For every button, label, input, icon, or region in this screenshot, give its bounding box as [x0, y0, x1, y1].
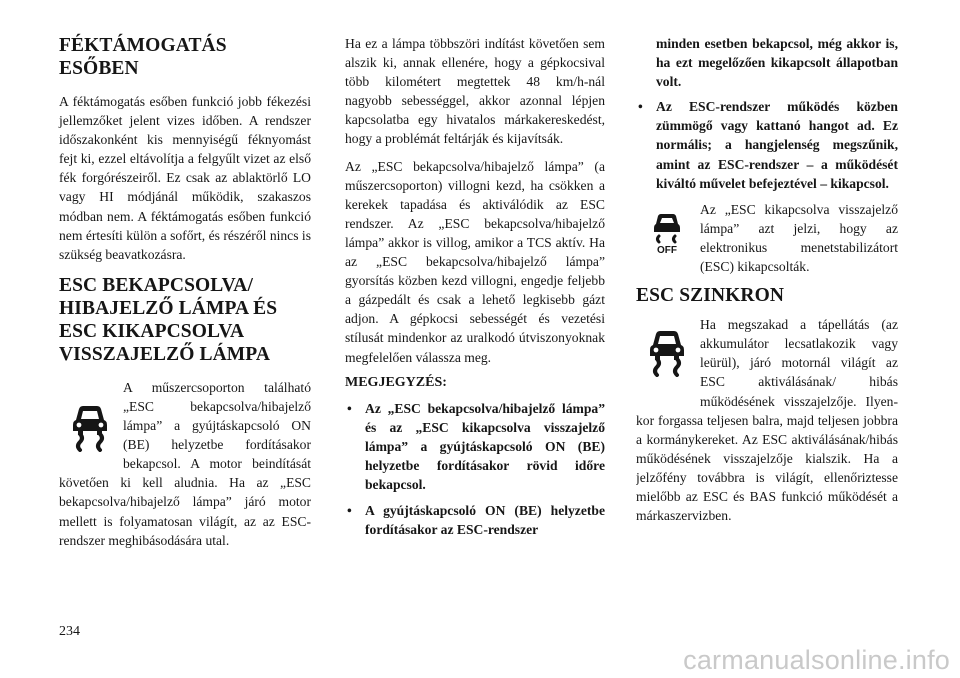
heading-brake-assist-rain: FÉKTÁMOGATÁS ESŐBEN [59, 35, 227, 79]
esc-on-lamp-block [59, 378, 311, 550]
note-list-continued [636, 97, 898, 192]
paragraph-brake-assist-rain: A féktámogatás esőben funkció jobb fékezési jellemzőket jelent vizes időben. A rendszer időszakonként kis mennyiségű féknyomást fejt ki, ezzel eltávolítja a felgyűlt vizet az első fék forgórészeiről. Ez csak az ablaktörlő LO vagy HI módjánál működik, szakaszos módban nem. A féktámogatás esőben funkció nem értesíti külön a sofőrt, és részéről nincs is szükség beavatkozásra. [59, 94, 311, 262]
heading-esc-sync: ESC SZINKRON [636, 285, 785, 307]
note-list [345, 399, 605, 540]
paragraph-esc-sync: Ha megszakad a tápellátás (az akkumulátor lecsatlakozik vagy leürül), járó motornál világít az ESC aktiválásának/ hibás működésének visszajelzője. Ilyenkor forgassa teljesen balra, majd teljesen jobbra a kormánykereket. Az ESC aktiválásának/hibás működésének visszajelzője kialszik. Ha a jelzőfény továbbra is világít, ellenőriztesse mielőbb az ESC és BAS funkció működését a márkaszervizben. [636, 317, 898, 524]
page-number: 234 [59, 624, 80, 639]
note-title: MEGJEGYZÉS: [345, 374, 447, 390]
watermark: carmanualsonline.info [683, 645, 950, 675]
note-bullet-3: • Az ESC-rendszer működés közben zümmögő vagy kattanó hangot ad. Ez normális; a hangjelenség megszűnik, amint az ESC-rendszer – a működését kiváltó művelet befejeztével – kikapcsol. [636, 97, 898, 192]
note-bullet-1: • Az „ESC bekapcsolva/hibajelző lámpa” és az „ESC kikapcsolva visszajelző lámpa” a gyújtáskapcsoló ON (BE) helyzetbe fordításakor rövid időre bekapcsol. [345, 399, 605, 494]
heading-esc-lamps: ESC BEKAPCSOLVA/ HIBAJELZŐ LÁMPA ÉS ESC KIKAPCSOLVA VISSZAJELZŐ LÁMPA [59, 274, 278, 365]
esc-skid-car-icon [59, 378, 121, 464]
column-left [59, 34, 311, 558]
note-bullet-2-continued: minden esetben bekapcsol, még akkor is, ha ezt megelőzően kikapcsolt állapotban volt. [656, 36, 898, 90]
off-label: OFF [657, 244, 677, 254]
esc-sync-block [636, 315, 898, 525]
column-middle [345, 34, 605, 546]
column-right [636, 34, 898, 533]
paragraph-lamp-flashing: Az „ESC bekapcsolva/hibajelző lámpa” (a műszercsoporton) villogni kezd, ha csökken a kerekek tapadása és aktiválódik az ESC rendszer. Az „ESC bekapcsolva/hibajelző lámpa” akkor is villog, amikor a TCS aktív. Ha az „ESC bekapcsolva/hibajelző lámpa” gyorsítás közben kezd villogni, engedje feljebb a gázpedált és csak a lehető legkisebb gázt adjon. A gépkocsi sebességét és vezetési stílusát mindenkor az uralkodó útviszonyoknak megfelelően válassza meg. [345, 158, 605, 365]
note-bullet-2: • A gyújtáskapcsoló ON (BE) helyzetbe fordításakor az ESC-rendszer [345, 501, 605, 539]
esc-off-lamp-block [636, 200, 898, 276]
paragraph-esc-off-lamp: Az „ESC kikapcsolva visszajelző lámpa” azt jelzi, hogy az elektronikus menetstabilizátort (ESC) kikapcsolták. [700, 201, 898, 275]
esc-skid-car-icon-sync [636, 315, 698, 399]
paragraph-esc-on-lamp: A műszercsoporton található „ESC bekapcsolva/hibajelző lámpa” a gyújtáskapcsoló ON (BE) helyzetbe fordításakor bekapcsol. A motor beindítását követően ki kell aludnia. Ha az „ESC bekapcsolva/hibajelző lámpa” járó motor mellett is folyamatosan világít, az az ESC-rendszer meghibásodására utal. [59, 379, 311, 548]
paragraph-lamp-stays-on: Ha ez a lámpa többszöri indítást követően sem alszik ki, annak ellenére, hogy a gépkocsival több kilométert megtettek 48 km/h-nál nagyobb sebességgel, akkor azonnal lépjen kapcsolatba egy hivatalos márkakereskedést, hogy a problémát feltárják és kijavítsák. [345, 36, 605, 147]
esc-off-icon [636, 200, 698, 260]
